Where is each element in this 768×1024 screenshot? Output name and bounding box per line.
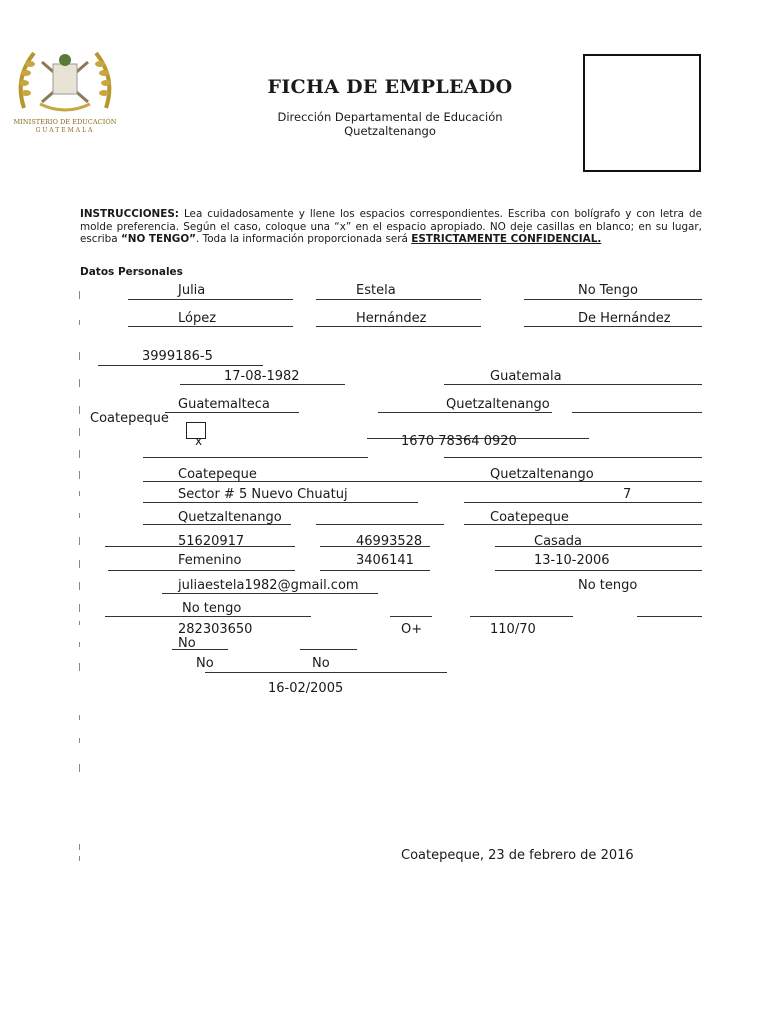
fecha-nacimiento[interactable]: 17-08-1982 (224, 369, 300, 384)
photo-box (583, 54, 701, 172)
instructions-label: INSTRUCCIONES: (80, 208, 179, 220)
margin-tick (79, 471, 80, 479)
segundo-apellido[interactable]: Hernández (356, 311, 427, 326)
field-line (180, 384, 345, 385)
lugar-fecha: Coatepeque, 23 de febrero de 2016 (401, 848, 634, 863)
departamento-nacimiento[interactable]: Quetzaltenango (446, 397, 550, 412)
margin-tick (79, 764, 80, 772)
field-line (316, 299, 481, 300)
pais-nacimiento[interactable]: Guatemala (490, 369, 562, 384)
margin-tick (79, 642, 80, 647)
field-line (495, 546, 702, 547)
otro-campo-1[interactable]: No tengo (578, 578, 638, 593)
dpi-field[interactable]: 1670 78364 0920 (401, 434, 517, 449)
field-line (143, 457, 368, 458)
margin-tick (79, 856, 80, 861)
margin-tick (79, 604, 80, 612)
tipo-sangre[interactable]: O+ (401, 622, 423, 637)
estado-civil[interactable]: Casada (534, 534, 583, 549)
otro-campo-2[interactable]: No tengo (182, 601, 242, 616)
field-line (470, 616, 573, 617)
field-line (572, 412, 702, 413)
field-line (378, 412, 552, 413)
field-line (637, 616, 702, 617)
sexo-field[interactable]: Femenino (178, 553, 242, 568)
segundo-nombre[interactable]: Estela (356, 283, 396, 298)
check-mark: x (195, 434, 203, 448)
margin-tick (79, 352, 80, 360)
direccion-field[interactable]: Sector # 5 Nuevo Chuatuj (178, 487, 348, 502)
field-line (316, 524, 444, 525)
instructions (80, 208, 702, 246)
section-title: Datos Personales (80, 266, 183, 278)
margin-tick (79, 715, 80, 720)
field-line (524, 299, 702, 300)
margin-tick (79, 844, 80, 850)
logo-text: MINISTERIO DE EDUCACIÓN (13, 118, 117, 126)
dpi-departamento[interactable]: Quetzaltenango (490, 467, 594, 482)
field-line (464, 502, 702, 503)
fecha-field[interactable]: 13-10-2006 (534, 553, 610, 568)
presion-arterial[interactable]: 110/70 (490, 622, 536, 637)
residencia-departamento[interactable]: Quetzaltenango (178, 510, 282, 525)
margin-tick (79, 450, 80, 458)
margin-tick (79, 379, 80, 387)
fecha-ingreso[interactable]: 16-02/2005 (268, 681, 344, 696)
margin-tick (79, 560, 80, 568)
nit-field[interactable]: 3999186-5 (142, 349, 213, 364)
primer-nombre[interactable]: Julia (178, 283, 206, 298)
field-line (320, 570, 430, 571)
margin-tick (79, 738, 80, 743)
field-line (128, 299, 293, 300)
field-line (105, 616, 311, 617)
respuesta-3[interactable]: No (312, 656, 330, 671)
telefono-casa[interactable]: 51620917 (178, 534, 245, 549)
subtitle-line1: Dirección Departamental de Educación (277, 110, 503, 124)
field-line (98, 365, 263, 366)
nacionalidad[interactable]: Guatemalteca (178, 397, 270, 412)
margin-tick (79, 621, 80, 625)
field-line (162, 593, 378, 594)
margin-tick (79, 428, 80, 436)
margin-tick (79, 406, 80, 414)
field-line (390, 616, 432, 617)
instructions-confidential: ESTRICTAMENTE CONFIDENCIAL. (411, 233, 602, 245)
municipio-nacimiento[interactable]: Coatepeque (90, 411, 169, 426)
margin-tick (79, 291, 80, 299)
zona-field[interactable]: 7 (623, 487, 632, 502)
field-line (300, 649, 357, 650)
respuesta-2[interactable]: No (196, 656, 214, 671)
field-line (495, 570, 702, 571)
field-line (524, 326, 702, 327)
telefono-celular[interactable]: 46993528 (356, 534, 423, 549)
field-line (128, 326, 293, 327)
field-line (444, 384, 702, 385)
respuesta-1[interactable]: No (178, 636, 196, 651)
instructions-text-1: Lea cuidadosamente y llene los espacios correspondientes. Escriba con bolígrafo y con letra de molde preferencia. Según el caso, coloque una “x” en el espacio apropiado. NO deje casillas en blanco; en su lugar, escriba (80, 208, 702, 245)
margin-tick (79, 663, 80, 671)
subtitle-line2: Quetzaltenango (344, 124, 436, 138)
dpi-municipio[interactable]: Coatepeque (178, 467, 257, 482)
tercer-nombre[interactable]: No Tengo (578, 283, 638, 298)
numero-field[interactable]: 3406141 (356, 553, 414, 568)
field-line (316, 326, 481, 327)
email-field[interactable]: juliaestela1982@gmail.com (178, 578, 359, 593)
instructions-no-tengo: “NO TENGO” (120, 233, 197, 245)
field-line (108, 570, 295, 571)
field-line (205, 672, 447, 673)
field-line (143, 502, 418, 503)
field-line (165, 412, 299, 413)
margin-tick (79, 320, 80, 325)
field-line (444, 457, 702, 458)
primer-apellido[interactable]: López (178, 311, 217, 326)
margin-tick (79, 513, 80, 518)
apellido-casada[interactable]: De Hernández (578, 311, 671, 326)
residencia-municipio[interactable]: Coatepeque (490, 510, 569, 525)
logo-subtext: GUATEMALA (35, 127, 95, 134)
margin-tick (79, 582, 80, 590)
margin-tick (79, 491, 80, 496)
page-title: FICHA DE EMPLEADO (267, 76, 513, 98)
instructions-text-2: . Toda la información proporcionada será (196, 233, 412, 245)
ministry-logo (4, 38, 126, 140)
numero-afiliacion[interactable]: 282303650 (178, 622, 253, 637)
margin-tick (79, 537, 80, 545)
